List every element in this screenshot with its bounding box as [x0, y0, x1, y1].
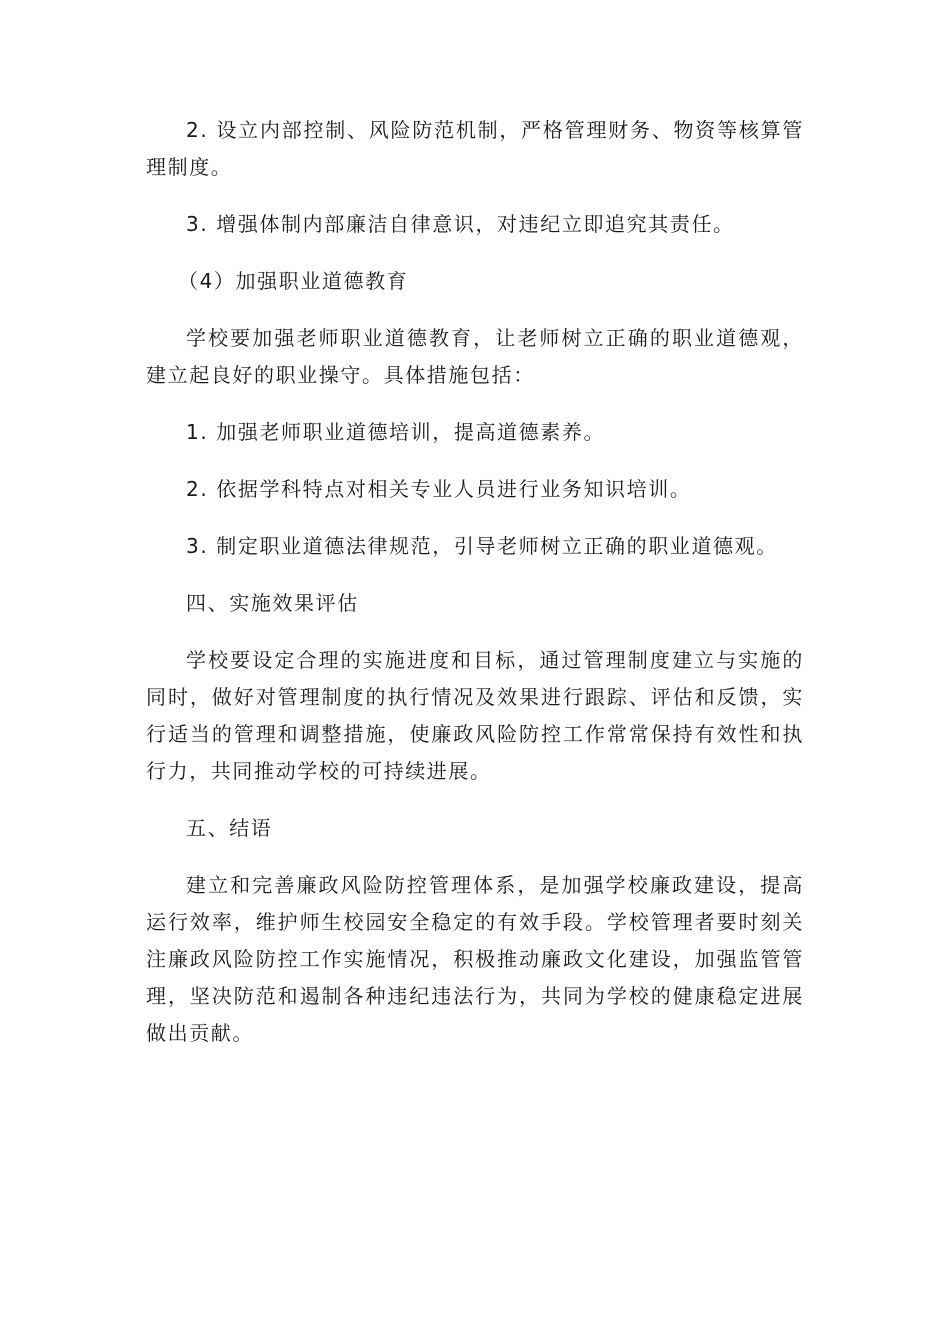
- list-item-3-ethics-norms: 3. 制定职业道德法律规范，引导老师树立正确的职业道德观。: [186, 534, 778, 558]
- list-item-2-professional-training: 2. 依据学科特点对相关专业人员进行业务知识培训。: [186, 477, 692, 501]
- section-heading-evaluation: 四、实施效果评估: [186, 591, 359, 615]
- section-heading-conclusion: 五、结语: [186, 816, 273, 840]
- paragraph-conclusion: 建立和完善廉政风险防控管理体系，是加强学校廉政建设，提高运行效率，维护师生校园安全稳定的有效手段。学校管理者要时刻关注廉政风险防控工作实施情况，积极推动廉政文化建设，加强监管管理，坚决防范和遏制各种违纪违法行为，共同为学校的健康稳定进展做出贡献。: [146, 873, 804, 1045]
- paragraph-ethics-intro: 学校要加强老师职业道德教育，让老师树立正确的职业道德观，建立起良好的职业操守。具体措施包括：: [146, 326, 804, 387]
- list-item-2-internal-control: 2. 设立内部控制、风险防范机制，严格管理财务、物资等核算管理制度。: [146, 118, 804, 179]
- list-item-3-self-discipline: 3. 增强体制内部廉洁自律意识，对违纪立即追究其责任。: [186, 212, 735, 236]
- paragraph-evaluation: 学校要设定合理的实施进度和目标，通过管理制度建立与实施的同时，做好对管理制度的执行情况及效果进行跟踪、评估和反馈，实行适当的管理和调整措施，使廉政风险防控工作常常保持有效性和执行力，共同推动学校的可持续进展。: [146, 648, 804, 783]
- document-body: [146, 112, 804, 1072]
- list-item-1-ethics-training: 1. 加强老师职业道德培训，提高道德素养。: [186, 420, 606, 444]
- section-heading-ethics-education: （4）加强职业道德教育: [178, 269, 409, 293]
